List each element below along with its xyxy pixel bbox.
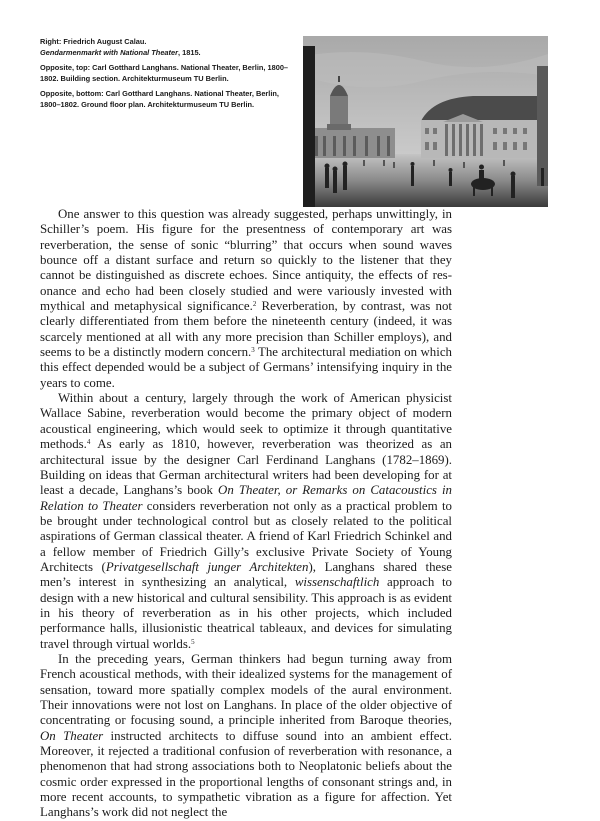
italic-title: On Theater [40,728,104,743]
paragraph-text: Reverberation, by contrast, was not clearly differentiated from them before the nineteenth century (indeed, it was scarcely mentioned at all with any more precision than Schiller employs), and seems to be a distinctly modern concern. [40,299,452,360]
caption-right-title: Gendarmenmarkt with National Theater [40,47,178,57]
caption-opposite-bottom: Opposite, bottom: Carl Gotthard Langhans. National Theater, Berlin, 1800–1802. Ground floor plan. Architekturmuseum TU Berlin. [40,89,279,109]
caption-right-suffix: , 1815. [178,47,201,57]
paragraph-text: As early as 1810, however, reverberation was theorized as an architectural issue by the designer Carl Ferdinand Langhans (1782–1869). Building on ideas that German architectural writers had been developing for at least a decade, Langhans’s book [40,437,452,498]
footnote-marker: 2 [252,300,257,309]
paragraph-text: One answer to this question was already suggested, perhaps unwittingly, in Schiller’s poem. His figure for the presentness of contemporary art was reverberation, the sense of sonic “blurring” that occurs when sound waves bounce off a distant surface and return so quickly to the listener that they cannot be distinguished as discrete echoes. Since antiquity, the effects of resonance and echo had been closely studied and were variously invested with mythical and metaphysical significance. [40,207,452,314]
italic-title: wissenschaftlich [294,575,380,590]
figure-captions [40,37,290,116]
paragraph-text: Within about a century, largely through the work of American physicist Wallace Sabine, reverberation would become the primary object of modern acoustical engineering, which would seek to optimize it through quantitative methods. [40,391,452,452]
paragraph-text: In the preceding years, German thinkers had begun turning away from French acoustical methods, with their idealized systems for the management of sensation, toward more spatially complex models of the aural environment. Their innovations were not lost on Langhans. In place of the older objective of concentrating or focusing sound, a principle inherited from Baroque theories, [40,651,452,728]
paragraph-text: approach to design with a new historical and cultural sensibility. This approach is as evident in his theory of reverberation as in his other projects, which included performance halls, illusionistic theatrical tableaux, and devices for simulating travel through virtual worlds. [40,575,452,651]
body-paragraph [40,207,452,391]
engraving-figure [303,36,548,207]
engraving-illustration [303,36,548,207]
italic-title: On Theater, or Remarks on Catacoustics in Relation to Theater [40,483,452,513]
italic-title: Privatgesellschaft junger Architekten [105,559,309,574]
paragraph-text: ), Langhans shared these men’s interest in synthesizing an analytical, [40,559,452,590]
caption-right-prefix: Right: Friedrich August Calau. [40,37,147,46]
body-paragraph [40,391,452,652]
body-paragraph [40,652,452,821]
paragraph-text: considers reverberation not only as a practical problem to be brought under technological control but as closely related to the political aspirations of German classical theater. A friend of Karl Friedrich Schinkel and a fellow member of Friedrich Gilly’s exclusive Private Society of Young Architects ( [40,498,453,574]
caption-right [40,37,290,58]
footnote-marker: 4 [86,438,91,447]
paragraph-text: instructed architects to diffuse sound into an ambient effect. Moreover, it rejected a traditional confusion of reverberation with resonance, a phenomenon that had strong associations both to Neoplatonic beliefs about the cosmic order expressed in the proportional lengths of consonant strings and, in more recent accounts, to sympathetic vibration as a figure for affection. Yet Langhans’s work did not neglect the [40,728,452,820]
footnote-marker: 3 [251,346,255,355]
paragraph-text: The architectural mediation on which this effect depended would be a subject of Germans’ intensifying inquiry in the years to come. [40,345,452,390]
caption-opposite-top: Opposite, top: Carl Gotthard Langhans. National Theater, Berlin, 1800–1802. Building section. Architekturmuseum TU Berlin. [40,63,289,83]
footnote-marker: 5 [191,637,195,646]
article-body [40,207,452,821]
